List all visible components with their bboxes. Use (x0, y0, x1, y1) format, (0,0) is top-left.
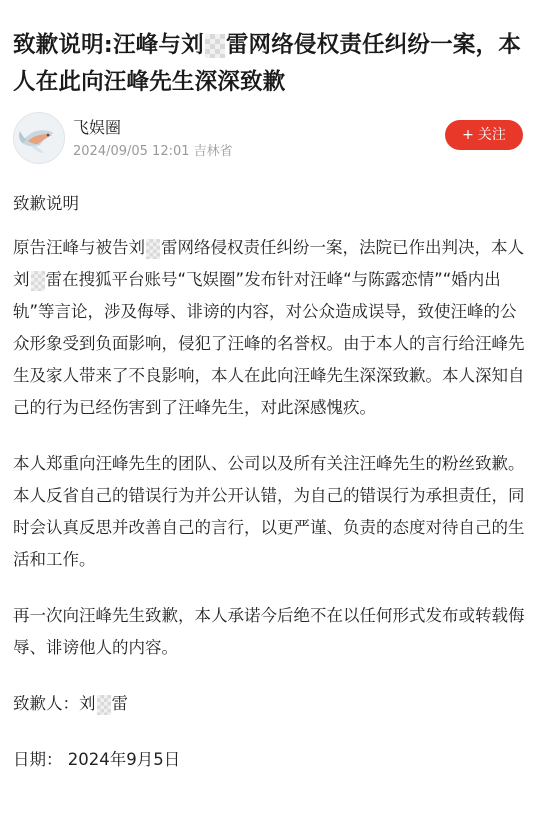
paragraph-1 (13, 232, 525, 424)
follow-label: 关注 (477, 127, 506, 143)
mosaic-blur (31, 271, 45, 291)
author-row (13, 112, 523, 162)
post-meta: 2024/09/05 12:01 吉林省 (73, 144, 233, 159)
koi-fish-avatar-icon[interactable] (13, 112, 65, 164)
signer-label: 致歉人： (13, 694, 79, 713)
mosaic-blur (205, 34, 225, 58)
mosaic-blur (97, 695, 111, 715)
paragraph-1-part-b: 雷网络侵权责任纠纷一案，法院已作出判决，本人刘 (13, 238, 524, 289)
signer-name-a: 刘 (79, 694, 96, 713)
paragraph-2: 本人郑重向汪峰先生的团队、公司以及所有关注汪峰先生的粉丝致歉。本人反省自己的错误行为并公开认错，为自己的错误行为承担责任，同时会认真反思并改善自己的言行，以更严谨、负责的态度对待自己的生活和工作。 (13, 454, 525, 569)
title-text-part1: 致歉说明:汪峰与刘 (13, 32, 204, 59)
paragraph-1-part-c: 雷在搜狐平台账号“飞娱圈”发布针对汪峰“与陈露恋情”“婚内出轨”等言论，涉及侮辱、诽谤的内容，对公众造成误导，致使汪峰的公众形象受到负面影响，侵犯了汪峰的名誉权。由于本人的言行给汪峰先生及家人带来了不良影响，本人在此向汪峰先生深深致歉。本人深知自己的行为已经伤害到了汪峰先生，对此深感愧疚。 (13, 270, 525, 417)
plus-icon: + (462, 127, 474, 143)
signer-line (13, 688, 525, 720)
author-name[interactable]: 飞娱圈 (73, 118, 122, 137)
follow-button[interactable] (445, 120, 523, 150)
signer-name-b: 雷 (111, 694, 128, 713)
content-heading: 致歉说明 (13, 194, 79, 213)
article-body (13, 188, 525, 776)
date-line: 日期： 2024年9月5日 (13, 750, 181, 769)
title-text-part2: 雷网络侵权责任纠纷一案，本人在此向汪峰先生深深致歉 (13, 32, 521, 96)
paragraph-1-part-a: 原告汪峰与被告刘 (13, 238, 145, 257)
mosaic-blur (146, 239, 160, 259)
paragraph-3: 再一次向汪峰先生致歉，本人承诺今后绝不在以任何形式发布或转载侮辱、诽谤他人的内容。 (13, 606, 525, 657)
article-title (13, 27, 525, 101)
